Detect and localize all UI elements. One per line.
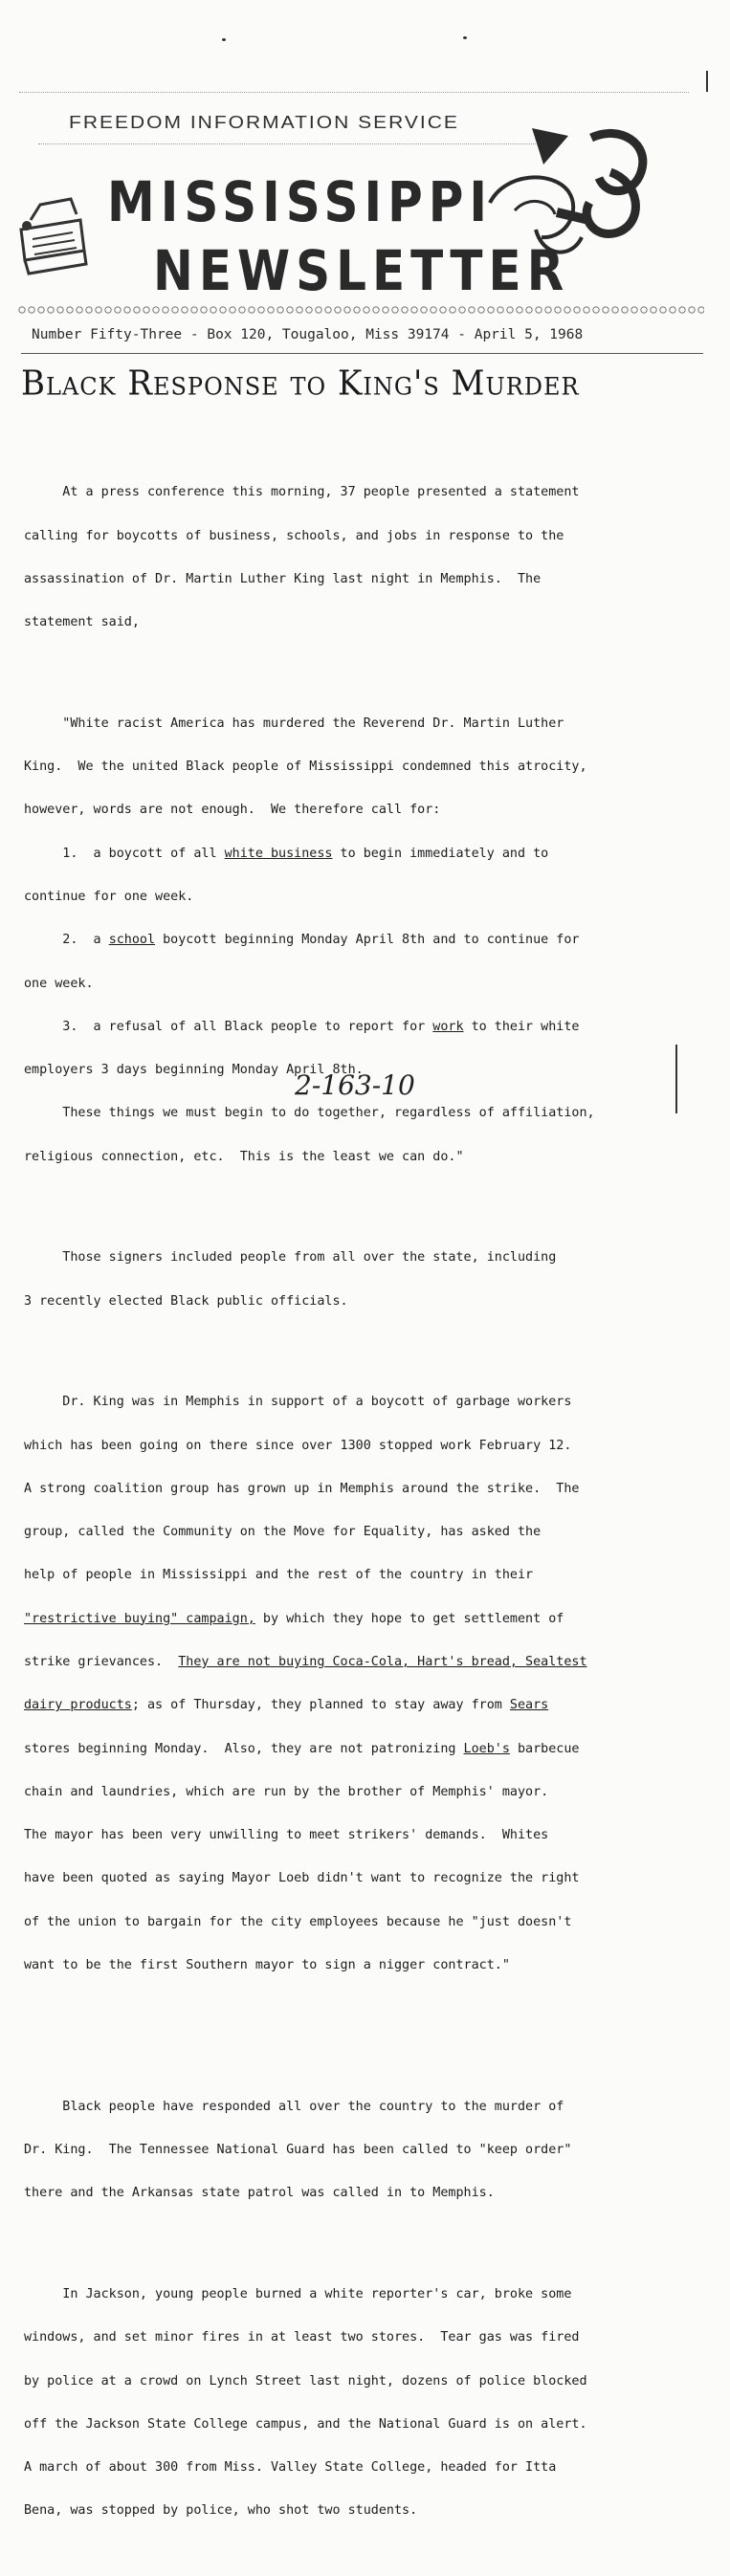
text-line: by police at a crowd on Lynch Street last night, dozens of police blocked	[24, 2373, 587, 2389]
text-line: however, words are not enough. We therefore call for:	[24, 803, 441, 818]
text-line: A strong coalition group has grown up in Memphis around the strike. The	[24, 1481, 580, 1496]
text-line: King. We the united Black people of Mississippi condemned this atrocity,	[24, 760, 587, 775]
text-line: dairy products; as of Thursday, they planned to stay away from Sears	[24, 1698, 549, 1713]
text-line: chain and laundries, which are run by the brother of Memphis' mayor.	[24, 1784, 549, 1799]
issue-line: Number Fifty-Three - Box 120, Tougaloo, Miss 39174 - April 5, 1968	[32, 327, 584, 342]
text-line: there and the Arkansas state patrol was called in to Memphis.	[24, 2186, 495, 2201]
paragraph-memphis-strike	[24, 1366, 703, 2001]
text-line: Those signers included people from all over the state, including	[24, 1250, 557, 1266]
text-line: one week.	[24, 976, 94, 991]
text-line: help of people in Mississippi and the rest of the country in their	[24, 1568, 534, 1583]
text-line: Dr. King was in Memphis in support of a boycott of garbage workers	[24, 1395, 572, 1410]
text-line: Black people have responded all over the country to the murder of	[24, 2099, 564, 2114]
text-line: Bena, was stopped by police, who shot two students.	[24, 2503, 418, 2519]
text-line: 3 recently elected Black public officials.	[24, 1293, 348, 1309]
margin-mark	[675, 1045, 677, 1113]
text-line: The mayor has been very unwilling to meet strikers' demands. Whites	[24, 1828, 549, 1843]
broken-chain-illustration	[476, 115, 658, 277]
issue-date: April 5, 1968	[474, 327, 584, 342]
issue-address: Box 120, Tougaloo, Miss 39174	[207, 327, 450, 342]
issue-number: Number Fifty-Three	[32, 327, 183, 342]
demand-item-1: 1. a boycott of all white business to begin immediately and to	[24, 846, 549, 861]
paragraph-jackson	[24, 2258, 703, 2547]
issue-rule	[21, 353, 703, 354]
text-line: stores beginning Monday. Also, they are not patronizing Loeb's barbecue	[24, 1741, 580, 1756]
margin-mark	[706, 71, 708, 92]
text-line: statement said,	[24, 615, 140, 630]
text-line: assassination of Dr. Martin Luther King last night in Memphis. The	[24, 571, 542, 586]
text-line: "White racist America has murdered the Reverend Dr. Martin Luther	[24, 716, 564, 731]
masthead-title-line1: MISSISSIPPI	[107, 170, 494, 234]
text-line: which has been going on there since over 1300 stopped work February 12.	[24, 1438, 572, 1453]
typewriter-icon	[11, 191, 90, 279]
text-line: religious connection, etc. This is the least we can do."	[24, 1149, 464, 1164]
text-line: These things we must begin to do together, regardless of affiliation,	[24, 1106, 595, 1121]
service-name: FREEDOM INFORMATION SERVICE	[69, 113, 459, 133]
scan-speck	[463, 36, 467, 39]
text-line: calling for boycotts of business, schools, and jobs in response to the	[24, 528, 564, 543]
text-line: of the union to bargain for the city employees because he "just doesn't	[24, 1914, 572, 1929]
chain-divider	[17, 305, 704, 315]
scan-artifact-line	[19, 92, 689, 93]
paragraph-signers	[24, 1222, 703, 1337]
text-line: windows, and set minor fires in at least two stores. Tear gas was fired	[24, 2330, 580, 2345]
scan-speck	[222, 38, 226, 41]
scan-artifact-line	[38, 143, 536, 144]
text-line: off the Jackson State College campus, and the National Guard is on alert.	[24, 2416, 587, 2432]
text-line: In Jackson, young people burned a white reporter's car, broke some	[24, 2287, 572, 2301]
text-line: "restrictive buying" campaign, by which they hope to get settlement of	[24, 1611, 564, 1626]
paragraph-national-response	[24, 2071, 703, 2230]
text-line: Dr. King. The Tennessee National Guard has been called to "keep order"	[24, 2143, 572, 2158]
paragraph-lead	[24, 456, 703, 658]
text-line: strike grievances. They are not buying Coca-Cola, Hart's bread, Sealtest	[24, 1654, 587, 1669]
text-line: want to be the first Southern mayor to sign a nigger contract."	[24, 1957, 510, 1972]
statement-quote	[24, 688, 703, 1193]
masthead-title-line2: NEWSLETTER	[153, 239, 570, 303]
text-line: At a press conference this morning, 37 people presented a statement	[24, 485, 580, 500]
text-line: group, called the Community on the Move for Equality, has asked the	[24, 1525, 542, 1540]
article-body	[24, 428, 703, 2576]
text-line: employers 3 days beginning Monday April 8th.	[24, 1063, 364, 1078]
text-line: A march of about 300 from Miss. Valley State College, headed for Itta	[24, 2460, 557, 2476]
text-line: continue for one week.	[24, 890, 194, 904]
demand-item-3: 3. a refusal of all Black people to report for work to their white	[24, 1019, 580, 1034]
text-line: have been quoted as saying Mayor Loeb didn't want to recognize the right	[24, 1871, 580, 1886]
article-headline: Black Response to King's Murder	[21, 363, 580, 404]
archive-mark: 2-163-10	[295, 1069, 415, 1101]
demand-item-2: 2. a school boycott beginning Monday April 8th and to continue for	[24, 933, 580, 948]
